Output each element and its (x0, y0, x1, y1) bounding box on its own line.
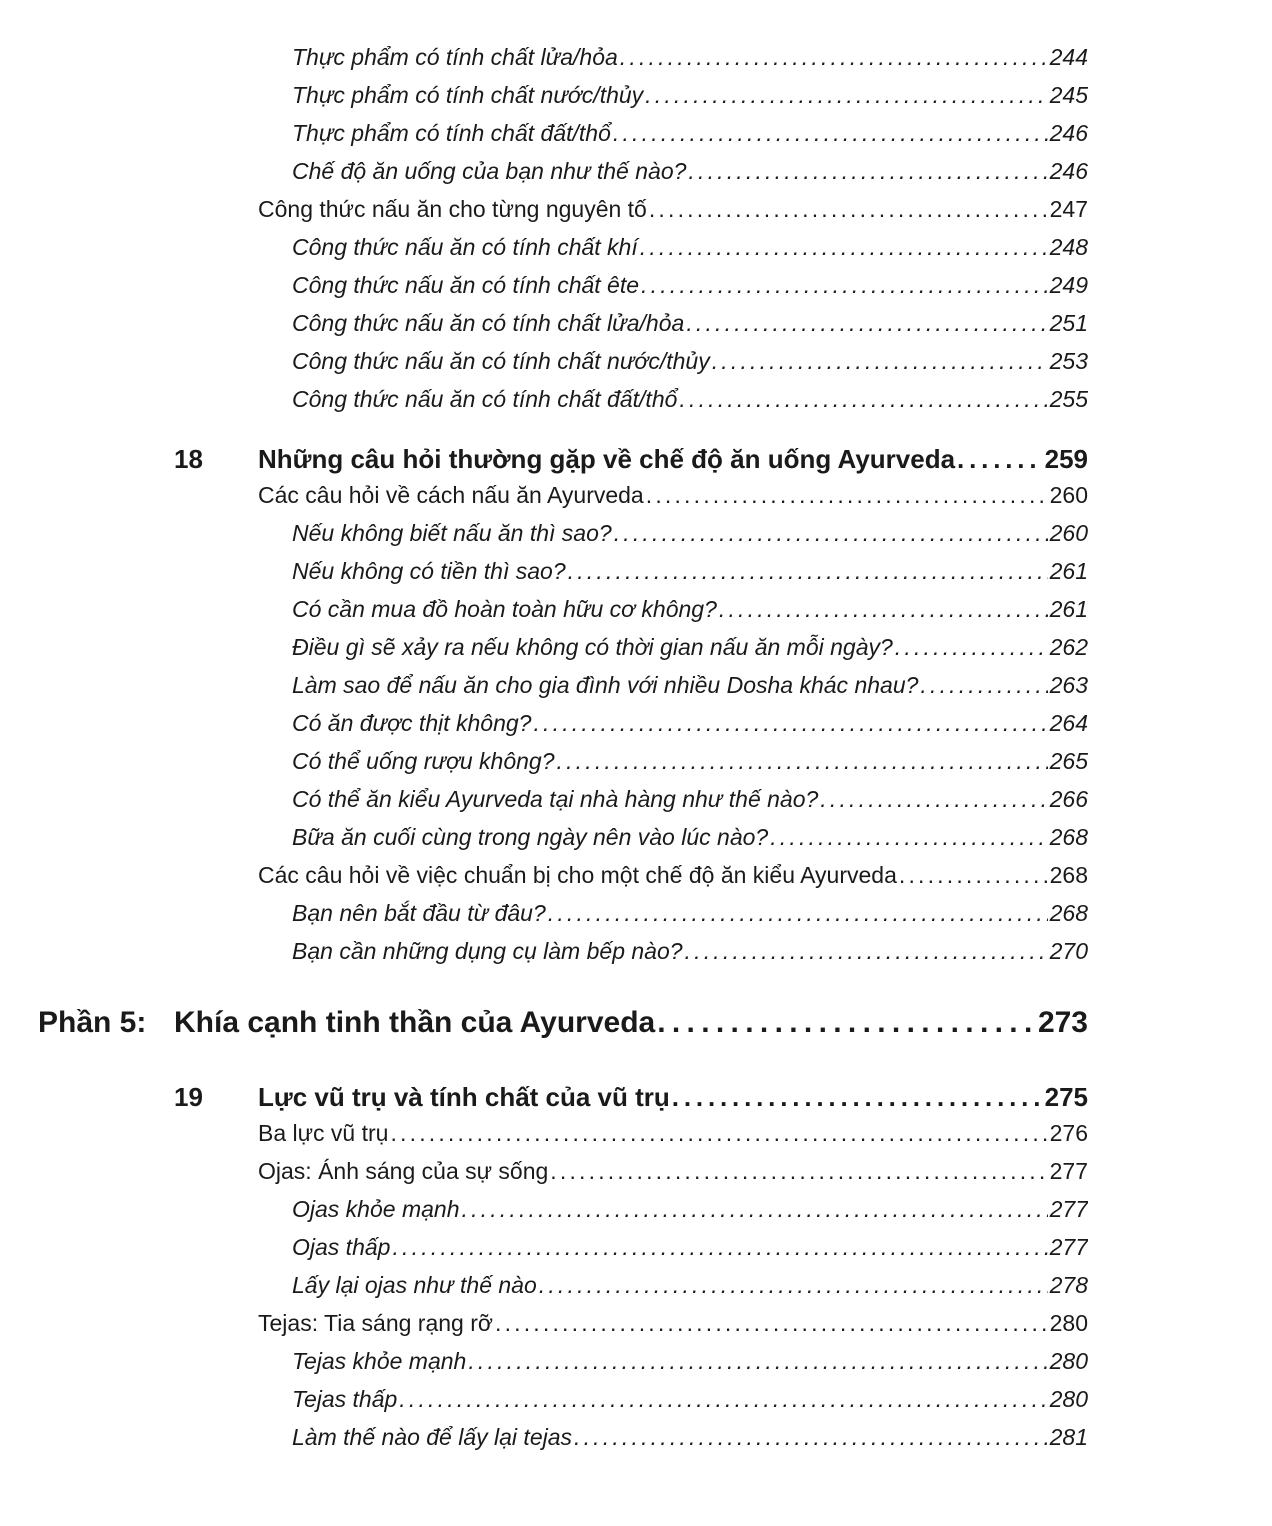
toc-entry[interactable] (292, 1196, 1088, 1234)
leader-dots (957, 444, 1043, 475)
toc-entry-page: 251 (1049, 310, 1088, 336)
toc-entry[interactable] (292, 558, 1088, 596)
toc-entry-title: Tejas thấp (292, 1386, 398, 1412)
part-label: Phần 5: (38, 1006, 147, 1039)
toc-entry[interactable] (292, 1386, 1088, 1424)
toc-entry-page: 264 (1049, 710, 1088, 736)
toc-section-page: 277 (1049, 1158, 1088, 1184)
leader-dots (557, 748, 1048, 775)
leader-dots (533, 710, 1047, 737)
toc-entry-title: Thực phẩm có tính chất đất/thổ (292, 120, 611, 146)
toc-entry-page: 278 (1049, 1272, 1088, 1298)
chapter-number: 19 (174, 1082, 203, 1112)
toc-entry[interactable] (292, 44, 1088, 82)
toc-section-title: Công thức nấu ăn cho từng nguyên tố (258, 196, 647, 222)
toc-entry-page: 261 (1049, 558, 1088, 584)
toc-section[interactable] (258, 1158, 1088, 1196)
leader-dots (468, 1348, 1047, 1375)
toc-chapter-title: Lực vũ trụ và tính chất của vũ trụ (258, 1082, 670, 1112)
toc-section-page: 268 (1049, 862, 1088, 888)
toc-section-page: 276 (1049, 1120, 1088, 1146)
toc-entry[interactable] (292, 824, 1088, 862)
toc-part[interactable] (174, 1006, 1088, 1052)
toc-entry-page: 248 (1049, 234, 1088, 260)
toc-entry-title: Bạn cần những dụng cụ làm bếp nào? (292, 938, 683, 964)
leader-dots (390, 1120, 1047, 1147)
toc-entry-title: Có thể uống rượu không? (292, 748, 555, 774)
leader-dots (539, 1272, 1048, 1299)
toc-entry-page: 244 (1049, 44, 1088, 70)
leader-dots (672, 1082, 1043, 1113)
toc-section-title: Các câu hỏi về cách nấu ăn Ayurveda (258, 482, 644, 508)
toc-entry-page: 280 (1049, 1348, 1088, 1374)
chapter-number: 18 (174, 444, 203, 474)
toc-entry-title: Ojas khỏe mạnh (292, 1196, 460, 1222)
leader-dots (613, 120, 1048, 147)
leader-dots (574, 1424, 1048, 1451)
toc-entry-page: 270 (1049, 938, 1088, 964)
leader-dots (649, 196, 1048, 223)
leader-dots (645, 82, 1047, 109)
toc-part-page: 273 (1037, 1006, 1088, 1039)
toc-entry-page: 246 (1049, 158, 1088, 184)
toc-section[interactable] (258, 1120, 1088, 1158)
toc-entry[interactable] (292, 82, 1088, 120)
toc-entry[interactable] (292, 710, 1088, 748)
toc-entry-page: 260 (1049, 520, 1088, 546)
toc-entry[interactable] (292, 234, 1088, 272)
leader-dots (688, 158, 1047, 185)
toc-chapter[interactable] (258, 444, 1088, 486)
toc-chapter-title: Những câu hỏi thường gặp về chế độ ăn uống Ayurveda (258, 444, 956, 474)
toc-entry[interactable] (292, 348, 1088, 386)
leader-dots (712, 348, 1048, 375)
toc-entry-title: Công thức nấu ăn có tính chất nước/thủy (292, 348, 710, 374)
toc-entry[interactable] (292, 596, 1088, 634)
toc-section-page: 280 (1049, 1310, 1088, 1336)
toc-entry-page: 280 (1049, 1386, 1088, 1412)
toc-entry[interactable] (292, 938, 1088, 976)
leader-dots (620, 44, 1048, 71)
toc-entry-page: 263 (1049, 672, 1088, 698)
leader-dots (686, 310, 1047, 337)
leader-dots (614, 520, 1048, 547)
toc-section-title: Các câu hỏi về việc chuẩn bị cho một chế độ ăn kiểu Ayurveda (258, 862, 897, 888)
toc-chapter-page: 259 (1044, 444, 1088, 474)
leader-dots (641, 272, 1048, 299)
leader-dots (461, 1196, 1047, 1223)
leader-dots (550, 1158, 1047, 1185)
toc-entry-title: Công thức nấu ăn có tính chất ête (292, 272, 640, 298)
toc-entry-page: 277 (1049, 1196, 1088, 1222)
leader-dots (920, 672, 1047, 699)
toc-section[interactable] (258, 862, 1088, 900)
toc-entry[interactable] (292, 1424, 1088, 1462)
leader-dots (895, 634, 1048, 661)
toc-entry-title: Ojas thấp (292, 1234, 391, 1260)
toc-entry-page: 245 (1049, 82, 1088, 108)
toc-entry-title: Điều gì sẽ xảy ra nếu không có thời gian nấu ăn mỗi ngày? (292, 634, 893, 660)
leader-dots (392, 1234, 1047, 1261)
leader-dots (685, 938, 1048, 965)
toc-entry[interactable] (292, 634, 1088, 672)
toc-entry-title: Công thức nấu ăn có tính chất đất/thổ (292, 386, 678, 412)
toc-section[interactable] (258, 1310, 1088, 1348)
toc-entry-title: Thực phẩm có tính chất nước/thủy (292, 82, 644, 108)
leader-dots (548, 900, 1048, 927)
leader-dots (657, 1006, 1036, 1040)
toc-entry-title: Công thức nấu ăn có tính chất lửa/hỏa (292, 310, 685, 336)
toc-entry[interactable] (292, 386, 1088, 424)
toc-entry-page: 265 (1049, 748, 1088, 774)
leader-dots (568, 558, 1048, 585)
toc-entry[interactable] (292, 672, 1088, 710)
toc-entry-page: 266 (1049, 786, 1088, 812)
toc-entry-title: Làm sao để nấu ăn cho gia đình với nhiều Dosha khác nhau? (292, 672, 919, 698)
toc-section-title: Ojas: Ánh sáng của sự sống (258, 1158, 549, 1184)
toc-entry-title: Chế độ ăn uống của bạn như thế nào? (292, 158, 687, 184)
toc-entry-page: 268 (1049, 824, 1088, 850)
leader-dots (679, 386, 1047, 413)
toc-entry-title: Có thể ăn kiểu Ayurveda tại nhà hàng như thế nào? (292, 786, 819, 812)
toc-entry[interactable] (292, 158, 1088, 196)
toc-section-page: 247 (1049, 196, 1088, 222)
leader-dots (820, 786, 1047, 813)
toc-section-title: Ba lực vũ trụ (258, 1120, 389, 1146)
toc-entry[interactable] (292, 1272, 1088, 1310)
toc-entry-title: Làm thế nào để lấy lại tejas (292, 1424, 573, 1450)
toc-section[interactable] (258, 482, 1088, 520)
toc-entry-title: Thực phẩm có tính chất lửa/hỏa (292, 44, 618, 70)
leader-dots (640, 234, 1048, 261)
toc-entry-page: 268 (1049, 900, 1088, 926)
toc-entry[interactable] (292, 272, 1088, 310)
toc-entry-title: Bạn nên bắt đầu từ đâu? (292, 900, 546, 926)
toc-entry-title: Lấy lại ojas như thế nào (292, 1272, 537, 1298)
toc-entry-title: Có ăn được thịt không? (292, 710, 532, 736)
toc-entry-page: 249 (1049, 272, 1088, 298)
toc-entry-title: Có cần mua đồ hoàn toàn hữu cơ không? (292, 596, 717, 622)
toc-entry[interactable] (292, 120, 1088, 158)
leader-dots (399, 1386, 1047, 1413)
toc-chapter-page: 275 (1044, 1082, 1088, 1112)
toc-entry-title: Nếu không biết nấu ăn thì sao? (292, 520, 612, 546)
toc-entry[interactable] (292, 1348, 1088, 1386)
toc-section[interactable] (258, 196, 1088, 234)
toc-entry-page: 262 (1049, 634, 1088, 660)
toc-entry[interactable] (292, 786, 1088, 824)
toc-entry[interactable] (292, 310, 1088, 348)
leader-dots (495, 1310, 1048, 1337)
toc-entry-page: 277 (1049, 1234, 1088, 1260)
toc-chapter[interactable] (258, 1082, 1088, 1124)
leader-dots (646, 482, 1048, 509)
toc-section-title: Tejas: Tia sáng rạng rỡ (258, 1310, 493, 1336)
toc-entry[interactable] (292, 748, 1088, 786)
toc-entry[interactable] (292, 520, 1088, 558)
toc-entry-title: Nếu không có tiền thì sao? (292, 558, 566, 584)
toc-entry-page: 246 (1049, 120, 1088, 146)
toc-entry-title: Bữa ăn cuối cùng trong ngày nên vào lúc nào? (292, 824, 769, 850)
toc-entry-page: 255 (1049, 386, 1088, 412)
toc-entry-page: 261 (1049, 596, 1088, 622)
toc-entry-page: 281 (1049, 1424, 1088, 1450)
leader-dots (719, 596, 1048, 623)
toc-entry-title: Công thức nấu ăn có tính chất khí (292, 234, 638, 260)
toc-entry-title: Tejas khỏe mạnh (292, 1348, 467, 1374)
toc-entry-page: 253 (1049, 348, 1088, 374)
leader-dots (770, 824, 1047, 851)
toc-section-page: 260 (1049, 482, 1088, 508)
toc-entry[interactable] (292, 900, 1088, 938)
toc-entry[interactable] (292, 1234, 1088, 1272)
leader-dots (899, 862, 1048, 889)
toc-part-title: Khía cạnh tinh thần của Ayurveda (174, 1006, 656, 1039)
